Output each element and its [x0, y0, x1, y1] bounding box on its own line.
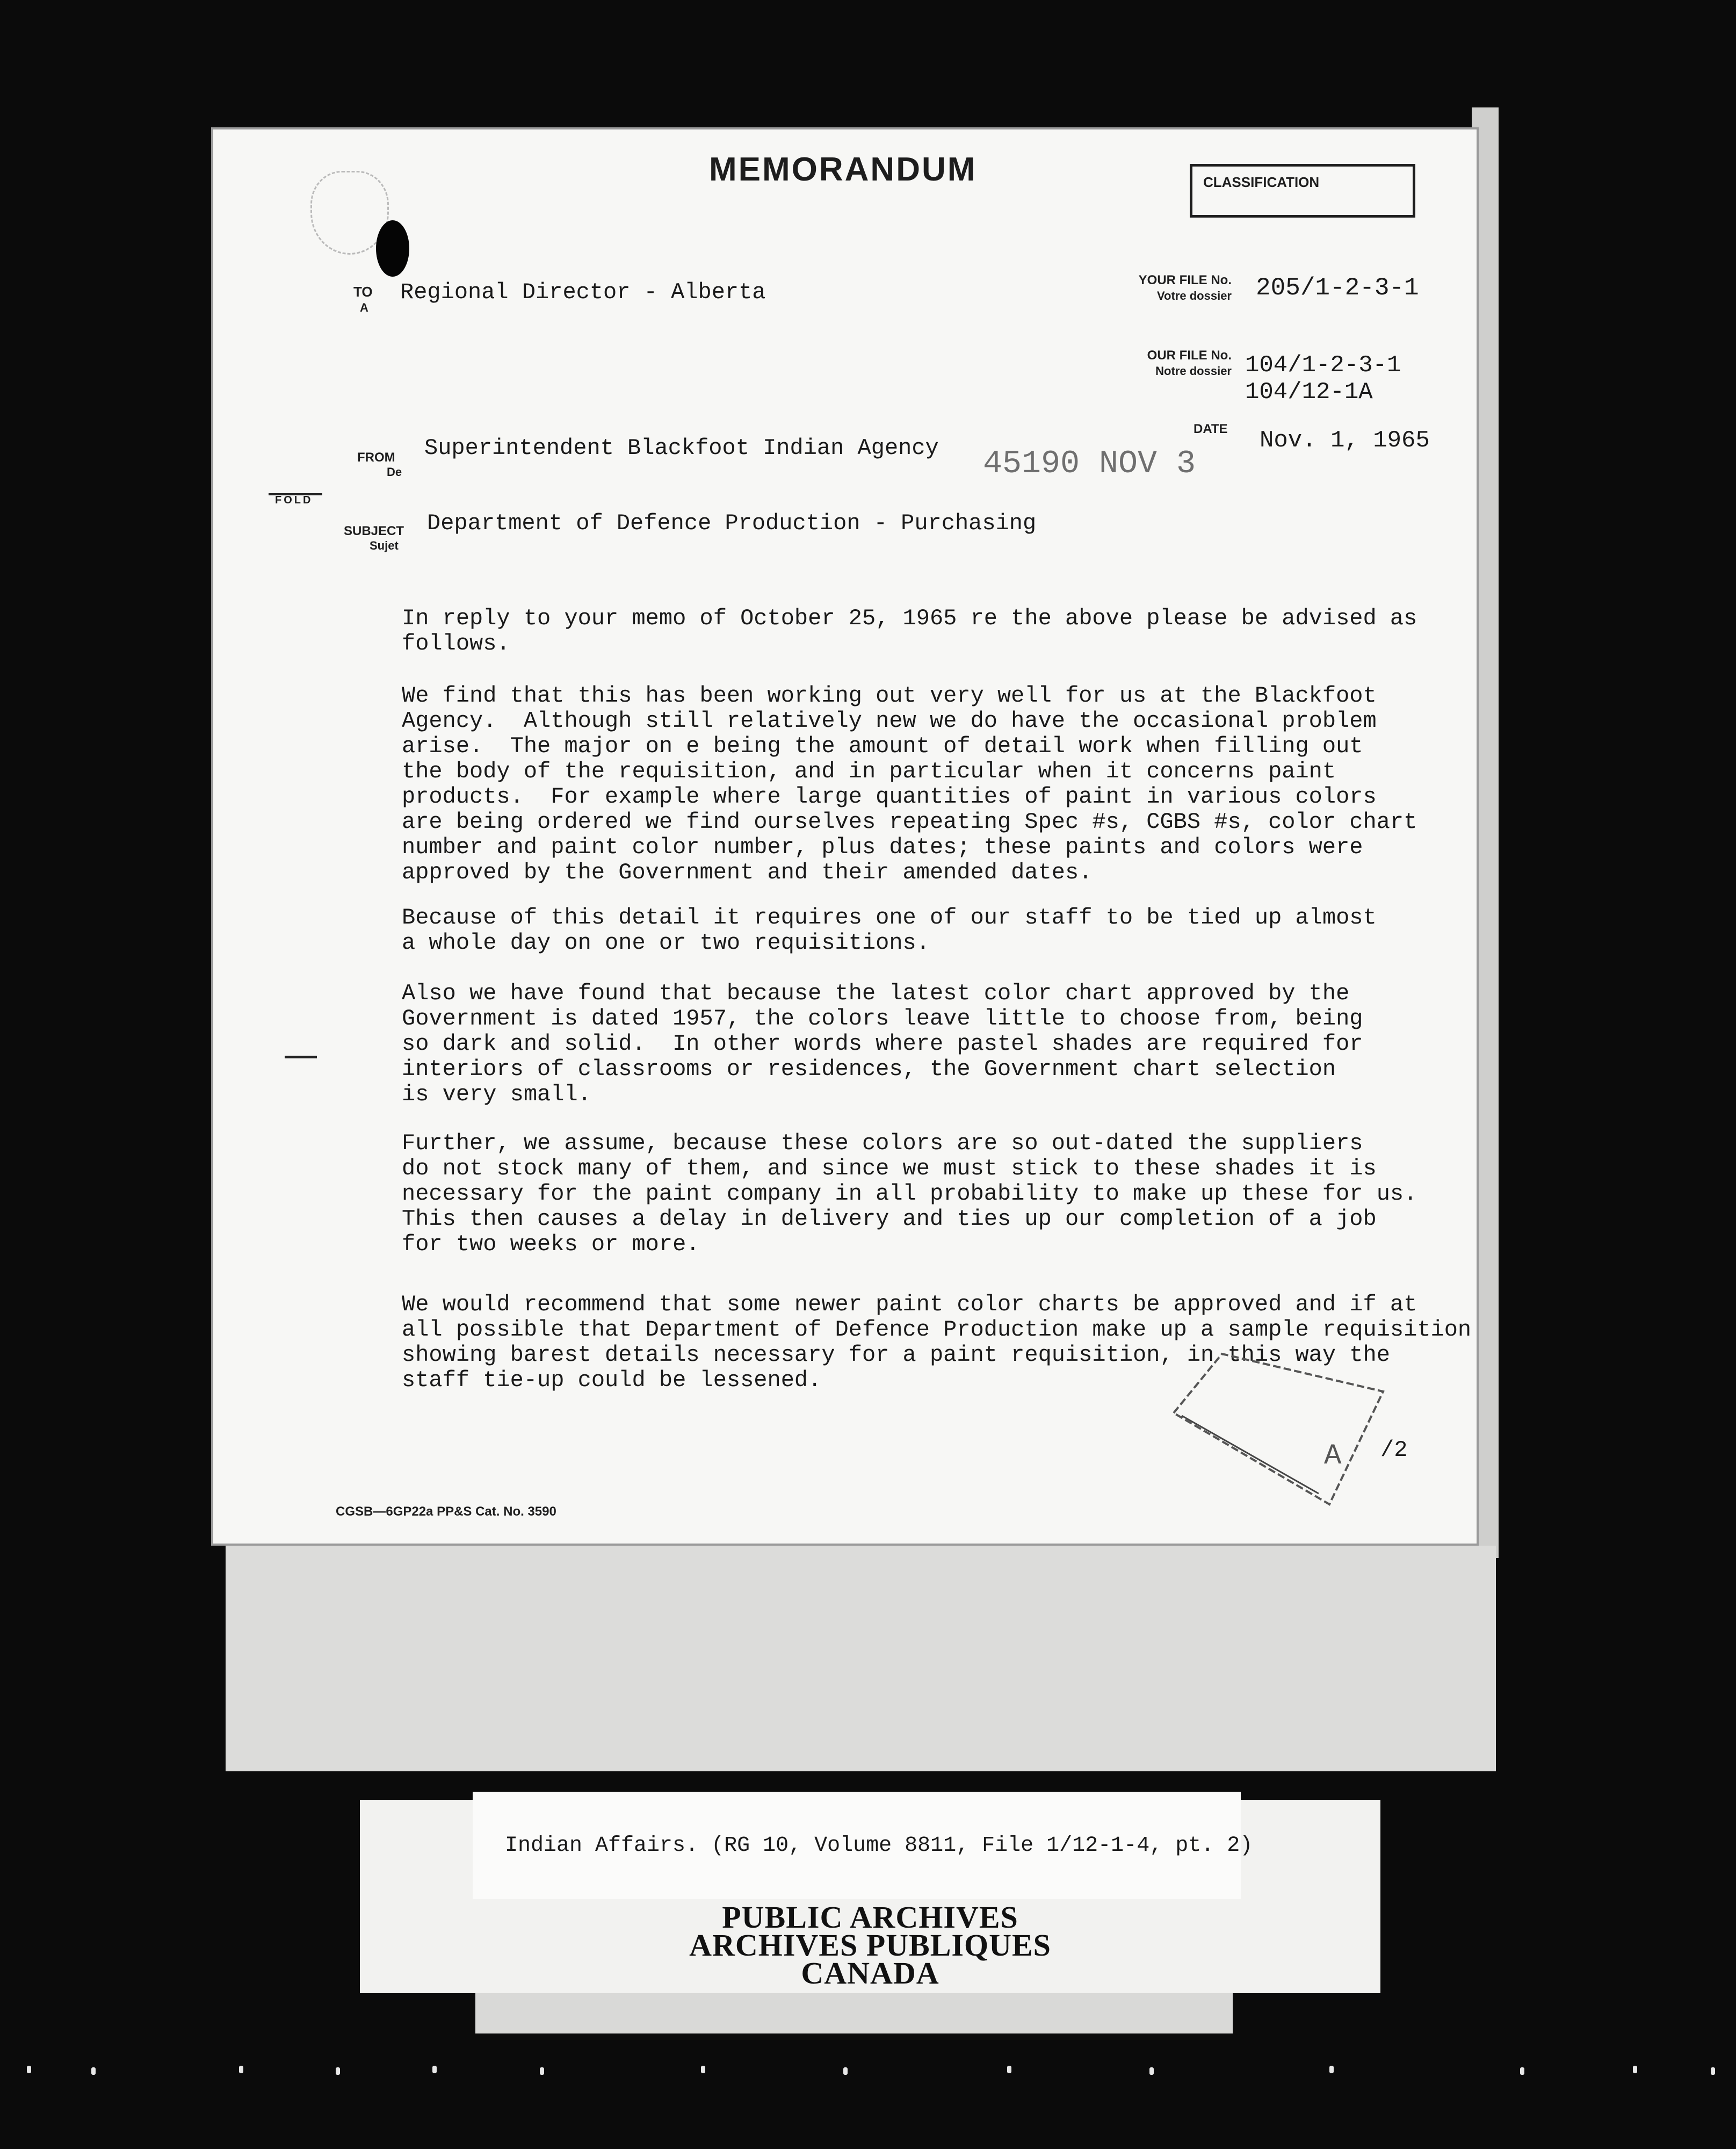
film-mark — [432, 2066, 437, 2073]
film-mark — [701, 2066, 705, 2073]
memo-title: MEMORANDUM — [709, 151, 977, 188]
margin-mark — [285, 1056, 317, 1058]
film-mark — [336, 2067, 340, 2075]
from-label-fr: De — [387, 465, 402, 479]
date-value: Nov. 1, 1965 — [1260, 427, 1430, 454]
received-stamp: 45190 NOV 3 — [983, 446, 1196, 482]
your-file-label-fr: Votre dossier — [1157, 289, 1232, 302]
approval-stamp — [1158, 1332, 1410, 1510]
film-mark — [1007, 2066, 1011, 2073]
archives-line-1: PUBLIC ARCHIVES — [722, 1900, 1018, 1935]
ink-blot — [376, 220, 409, 277]
date-label: DATE — [1194, 422, 1228, 436]
film-mark — [91, 2067, 96, 2075]
classification-label: CLASSIFICATION — [1203, 174, 1320, 190]
body-paragraph-5: Further, we assume, because these colors are so out-dated the suppliers do not stock many of them, and since we must stick to these shades it is necessary for the paint company in all probability to make up these for us. This then causes a delay in delivery and ties up our completion of a job for two weeks or more. — [402, 1130, 1417, 1257]
archive-slip-base — [475, 1993, 1233, 2033]
film-mark — [1633, 2066, 1637, 2073]
your-file-value: 205/1-2-3-1 — [1256, 274, 1419, 302]
film-mark — [1149, 2067, 1154, 2075]
archives-line-3: CANADA — [801, 1956, 939, 1991]
film-mark — [1329, 2066, 1334, 2073]
our-file-label: OUR FILE No. — [1147, 348, 1232, 363]
fold-label: FOLD — [275, 494, 313, 506]
subject-label: SUBJECT — [344, 524, 404, 538]
our-file-label-fr: Notre dossier — [1155, 364, 1232, 378]
body-paragraph-2: We find that this has been working out very well for us at the Blackfoot Agency. Although still relatively new we do have the occasional problem arise. The major on e being the amount of detail work when filling out the body of the requisition, and in particular when it concerns paint products. For example where large quantities of paint in various colors are being ordered we find ourselves repeating Spec #s, CGBS #s, color chart number and paint color number, plus dates; these paints and colors were approved by the Government and their amended dates. — [402, 683, 1417, 885]
body-paragraph-6: We would recommend that some newer paint color charts be approved and if at all possible that Department of Defence Production make up a sample requisition showing barest details necessary for a paint requisition, in this way the staff tie-up could be lessened. — [402, 1292, 1472, 1393]
page-marker: /2 — [1380, 1437, 1408, 1463]
body-paragraph-3: Because of this detail it requires one of our staff to be tied up almost a whole day on one or two requisitions. — [402, 905, 1377, 956]
body-paragraph-4: Also we have found that because the latest color chart approved by the Government is dated 1957, the colors leave little to choose from, being so dark and solid. In other words where pastel shades are required for interiors of classrooms or residences, the Government chart selection is very small. — [402, 980, 1363, 1107]
film-mark — [540, 2067, 544, 2075]
archive-reference: Indian Affairs. (RG 10, Volume 8811, File 1/12-1-4, pt. 2) — [505, 1834, 1253, 1858]
backing-sheet — [226, 1546, 1496, 1771]
to-label: TO — [353, 284, 373, 300]
classification-box — [1190, 164, 1415, 218]
our-file-value-1: 104/1-2-3-1 — [1245, 352, 1401, 379]
film-mark — [843, 2067, 848, 2075]
from-value: Superintendent Blackfoot Indian Agency — [424, 435, 939, 461]
archives-line-2: ARCHIVES PUBLIQUES — [689, 1928, 1051, 1963]
from-label: FROM — [357, 450, 395, 465]
film-mark — [1711, 2067, 1715, 2075]
subject-value: Department of Defence Production - Purchasing — [427, 510, 1037, 536]
your-file-label: YOUR FILE No. — [1138, 273, 1232, 287]
stamp-letter: A — [1324, 1440, 1342, 1473]
our-file-value-2: 104/12-1A — [1245, 379, 1373, 406]
film-mark — [27, 2066, 31, 2073]
film-mark — [1520, 2067, 1524, 2075]
film-mark — [239, 2066, 243, 2073]
body-paragraph-1: In reply to your memo of October 25, 1965 re the above please be advised as follows. — [402, 605, 1417, 657]
to-value: Regional Director - Alberta — [400, 279, 766, 305]
subject-label-fr: Sujet — [370, 539, 399, 552]
to-label-fr: A — [360, 301, 368, 314]
form-code: CGSB—6GP22a PP&S Cat. No. 3590 — [336, 1504, 556, 1519]
